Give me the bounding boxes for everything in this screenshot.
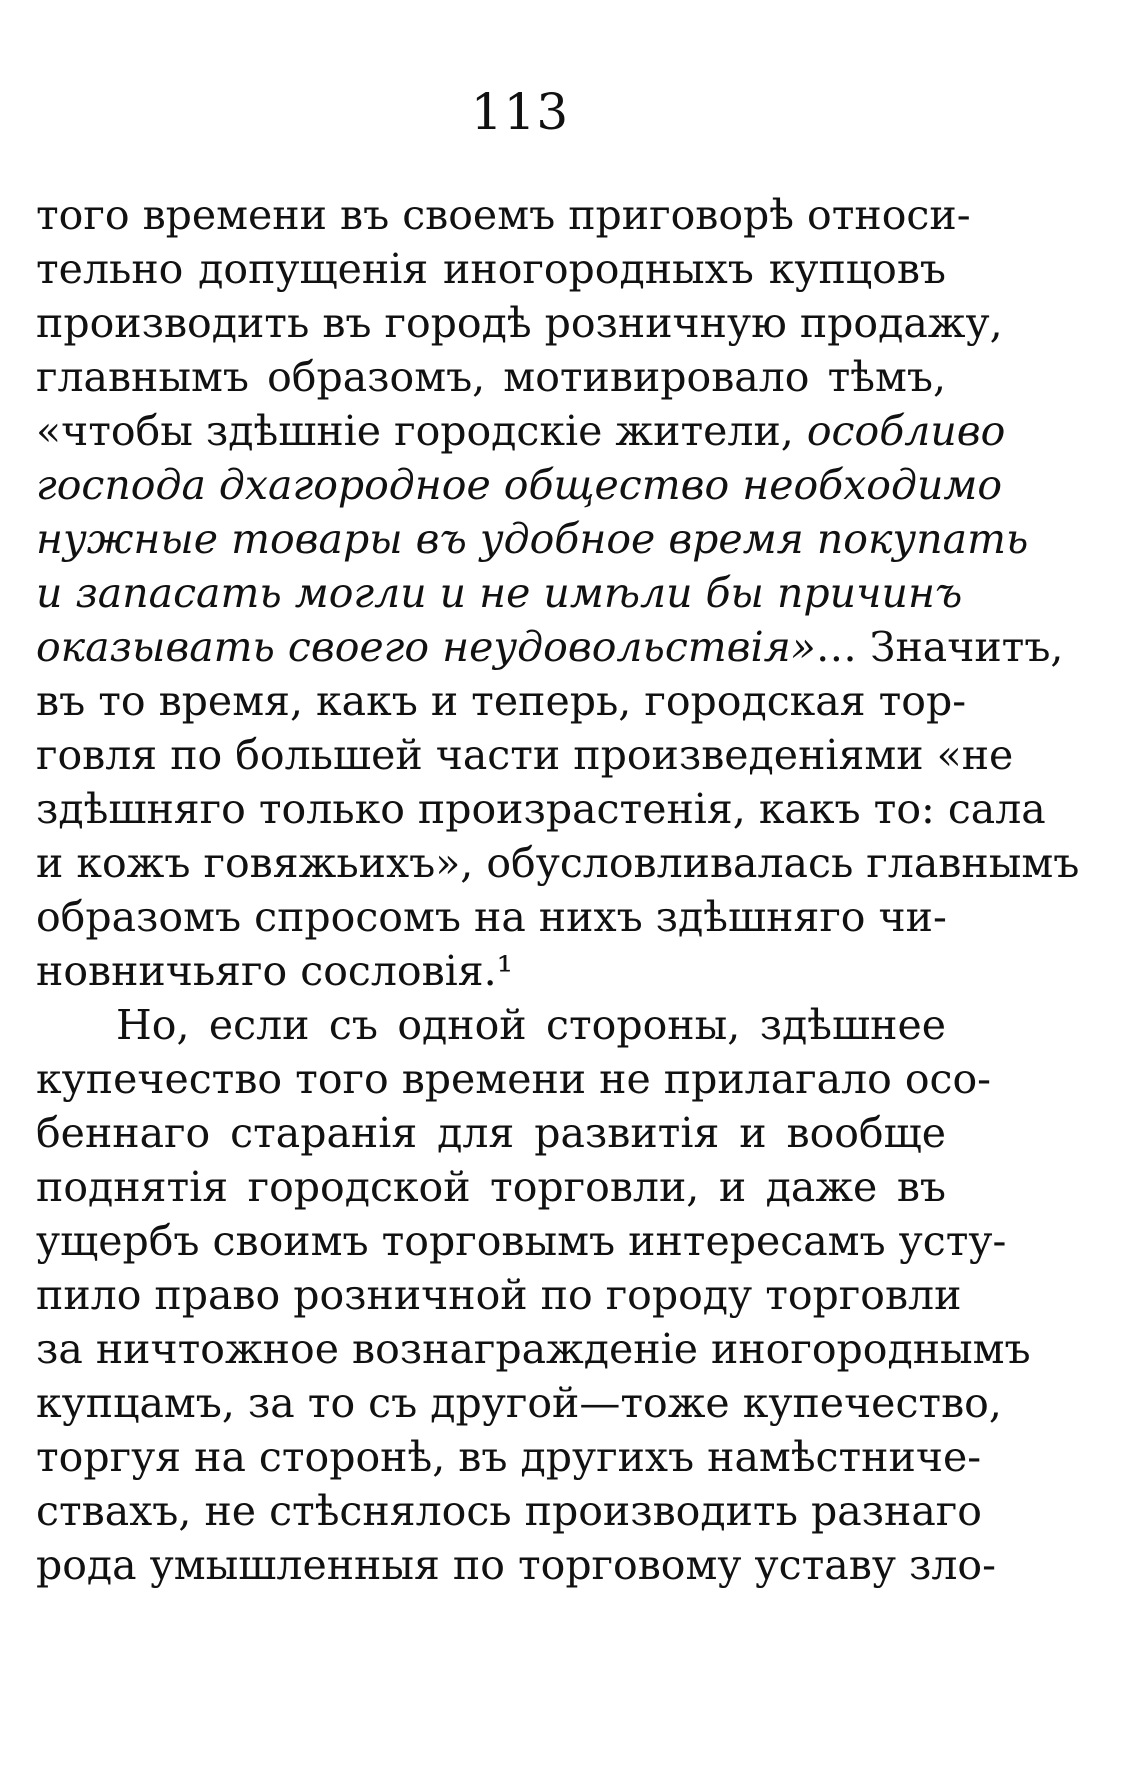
italic-quote-text: нужные товары въ удобное время покупать [36,515,1029,563]
text-line [36,782,1046,836]
line-text: «чтобы здѣшніе городскіе жители, [36,407,807,455]
text-line [36,1160,946,1214]
italic-quote-text: господа дхагородное общество необходимо [36,461,1003,509]
text-line [36,242,946,296]
line-text: образомъ спросомъ на нихъ здѣшняго чи- [36,893,947,941]
text-line [36,1484,982,1538]
text-line [36,944,946,998]
text-line [36,674,967,728]
text-line [36,620,1064,674]
page-number: 113 [470,83,570,141]
text-line [36,1376,1002,1430]
text-line [36,836,1080,890]
line-text: беннаго старанія для развитія и вообще [36,1109,946,1157]
line-text: торгуя на сторонѣ, въ другихъ намѣстниче- [36,1433,982,1481]
text-line [36,1538,996,1592]
italic-quote-text: особливо [806,407,1006,455]
line-text: рода умышленныя по торговому уставу зло- [36,1541,996,1589]
line-text: новничьяго сословія.¹ [36,947,514,995]
text-line [36,188,971,242]
line-text: тельно допущенія иногородныхъ купцовъ [36,245,946,293]
text-line [36,890,946,944]
line-text: главнымъ образомъ, мотивировало тѣмъ, [36,353,946,401]
line-text: ущербъ своимъ торговымъ интересамъ усту- [36,1217,1007,1265]
line-text: производить въ городѣ розничную продажу, [36,299,1003,347]
text-line [36,1214,1007,1268]
line-text: за ничтожное вознагражденіе иногороднымъ [36,1325,1031,1373]
line-text: пило право розничной по городу торговли [36,1271,962,1319]
italic-quote-text: оказывать своего неудовольствія» [36,623,816,671]
line-text: и кожъ говяжьихъ», обусловливалась главнымъ [36,839,1080,887]
text-line [36,566,963,620]
line-text: въ то время, какъ и теперь, городская тор- [36,677,967,725]
text-line [36,1322,1031,1376]
line-text: поднятія городской торговли, и даже въ [36,1163,946,1211]
text-line [36,1106,946,1160]
text-line [36,1052,992,1106]
text-line [36,404,1006,458]
body-text [36,188,1080,1592]
text-line [36,998,946,1052]
paragraph [36,998,1031,1592]
text-line [36,458,1003,512]
text-line [36,1430,982,1484]
line-text: здѣшняго только произрастенія, какъ то: сала [36,785,1046,833]
line-text: Но, если съ одной стороны, здѣшнее [116,1001,946,1049]
text-line [36,512,1029,566]
text-line [36,296,1003,350]
text-line [36,350,946,404]
italic-quote-text: и запасать могли и не имѣли бы причинъ [36,569,963,617]
line-text: купечество того времени не прилагало осо- [36,1055,992,1103]
text-line [36,728,1014,782]
text-line [36,1268,962,1322]
line-text: того времени въ своемъ приговорѣ относи- [36,191,971,239]
line-text-after: … Значитъ, [815,623,1064,671]
paragraph [36,188,1080,998]
line-text: говля по большей части произведеніями «не [36,731,1014,779]
line-text: купцамъ, за то съ другой—тоже купечество, [36,1379,1002,1427]
line-text: ствахъ, не стѣснялось производить разнаго [36,1487,982,1535]
